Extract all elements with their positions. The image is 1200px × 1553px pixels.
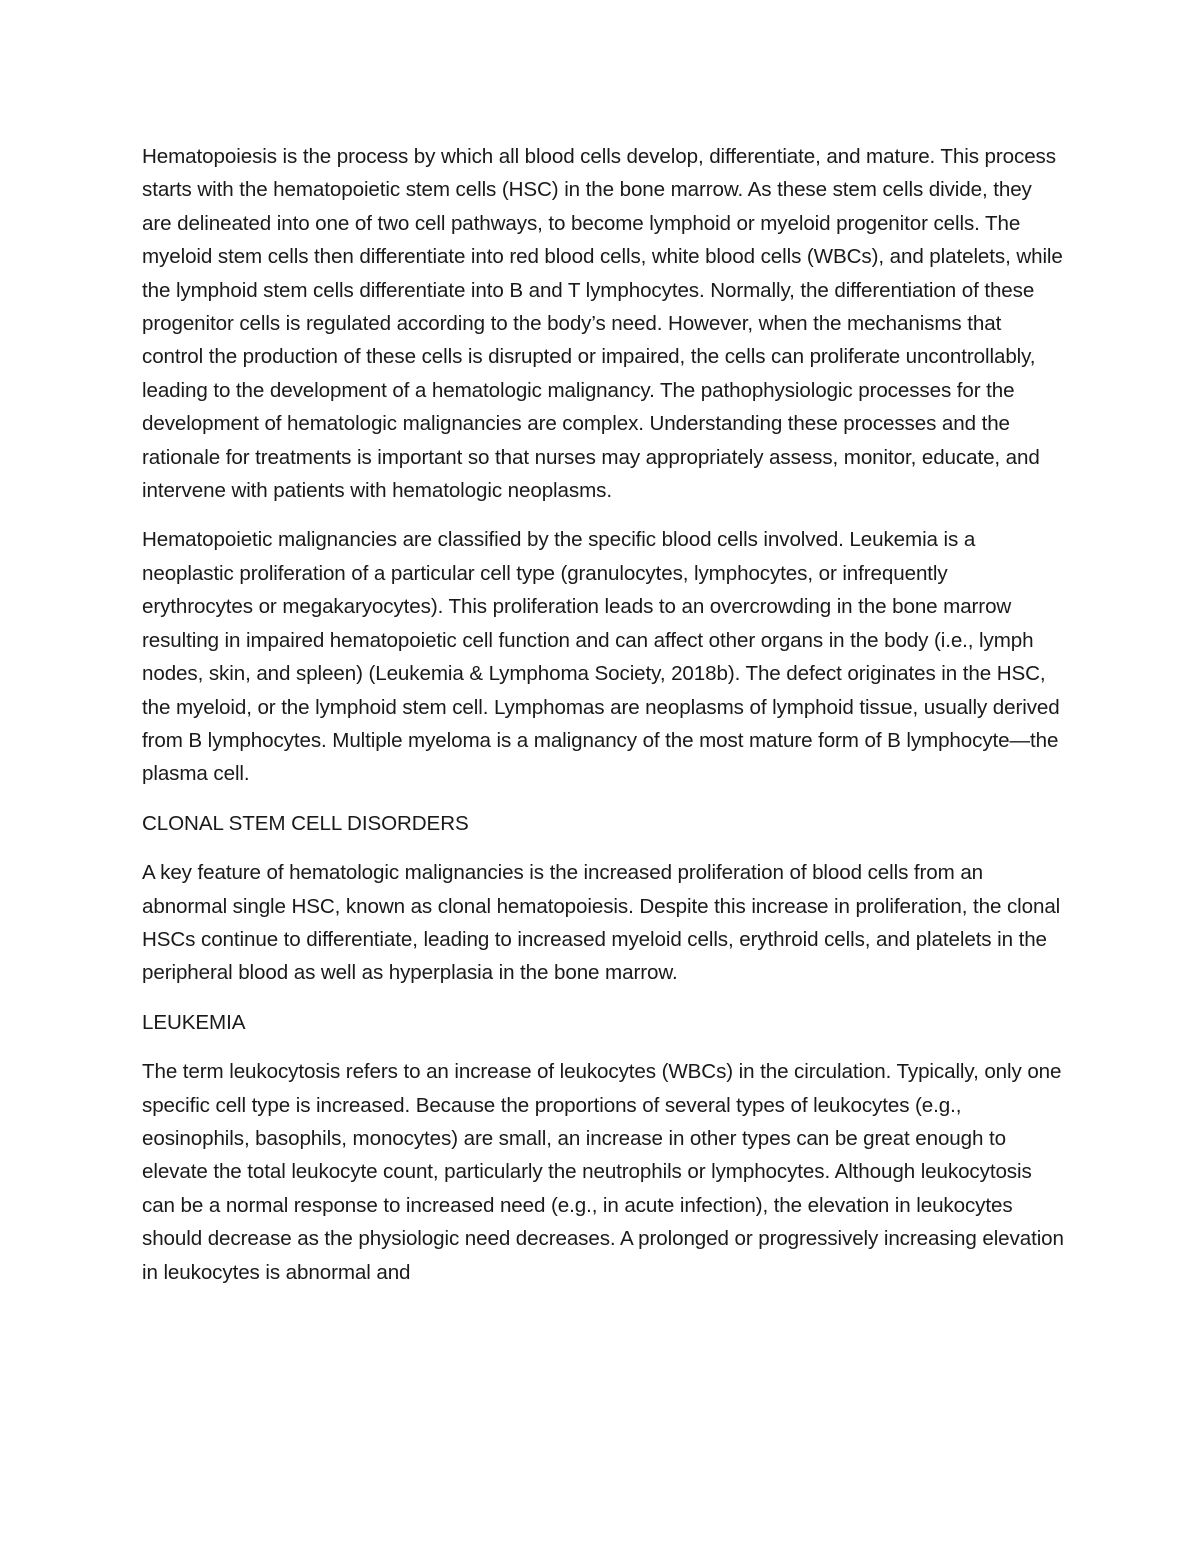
paragraph-hematopoiesis: Hematopoiesis is the process by which all blood cells develop, differentiate, and mature. This process starts with the hematopoietic stem cells (HSC) in the bone marrow. As these stem cells divide, they are delineated into one of two cell pathways, to become lymphoid or myeloid progenitor cells. The myeloid stem cells then differentiate into red blood cells, white blood cells (WBCs), and platelets, while the lymphoid stem cells differentiate into B and T lymphocytes. Normally, the differentiation of these progenitor cells is regulated according to the body’s need. However, when the mechanisms that control the production of these cells is disrupted or impaired, the cells can proliferate uncontrollably, leading to the development of a hematologic malignancy. The pathophysiologic processes for the development of hematologic malignancies are complex. Understanding these processes and the rationale for treatments is important so that nurses may appropriately assess, monitor, educate, and intervene with patients with hematologic neoplasms. xyxy=(142,145,1063,503)
heading-clonal-stem-cell-disorders: CLONAL STEM CELL DISORDERS xyxy=(142,811,469,835)
paragraph-malignancies-classification: Hematopoietic malignancies are classified by the specific blood cells involved. Leukemia is a neoplastic proliferation of a particular cell type (granulocytes, lymphocytes, or infrequently erythrocytes or megakaryocytes). This proliferation leads to an overcrowding in the bone marrow resulting in impaired hematopoietic cell function and can affect other organs in the body (i.e., lymph nodes, skin, and spleen) (Leukemia & Lymphoma Society, 2018b). The defect originates in the HSC, the myeloid, or the lymphoid stem cell. Lymphomas are neoplasms of lymphoid tissue, usually derived from B lymphocytes. Multiple myeloma is a malignancy of the most mature form of B lymphocyte—the plasma cell. xyxy=(142,528,1060,786)
heading-leukemia: LEUKEMIA xyxy=(142,1010,246,1034)
paragraph-leukocytosis: The term leukocytosis refers to an increase of leukocytes (WBCs) in the circulation. Typically, only one specific cell type is increased. Because the proportions of several types of leukocytes (e.g., eosinophils, basophils, monocytes) are small, an increase in other types can be great enough to elevate the total leukocyte count, particularly the neutrophils or lymphocytes. Although leukocytosis can be a normal response to increased need (e.g., in acute infection), the elevation in leukocytes should decrease as the physiologic need decreases. A prolonged or progressively increasing elevation in leukocytes is abnormal and xyxy=(142,1060,1064,1284)
paragraph-clonal-hematopoiesis: A key feature of hematologic malignancies is the increased proliferation of blood cells from an abnormal single HSC, known as clonal hematopoiesis. Despite this increase in proliferation, the clonal HSCs continue to differentiate, leading to increased myeloid cells, erythroid cells, and platelets in the peripheral blood as well as hyperplasia in the bone marrow. xyxy=(142,861,1061,985)
document-page xyxy=(142,140,1064,1305)
